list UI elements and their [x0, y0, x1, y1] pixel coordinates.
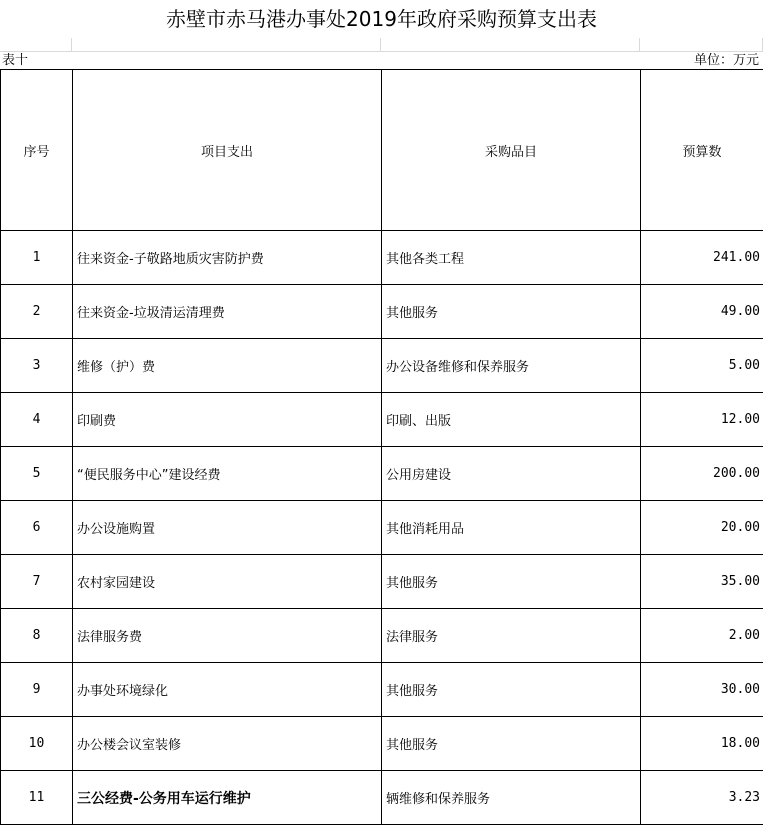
row-category: 其他消耗用品 — [382, 501, 641, 555]
table-row — [1, 663, 763, 717]
row-category: 辆维修和保养服务 — [382, 771, 641, 825]
row-budget: 35.00 — [641, 555, 763, 609]
row-item: 维修（护）费 — [73, 339, 382, 393]
row-seq: 5 — [1, 447, 73, 501]
row-budget: 20.00 — [641, 501, 763, 555]
row-item: 往来资金-子敬路地质灾害防护费 — [73, 231, 382, 285]
header-category: 采购品目 — [382, 70, 641, 231]
row-budget: 3.23 — [641, 771, 763, 825]
header-item: 项目支出 — [73, 70, 382, 231]
row-item: “便民服务中心”建设经费 — [73, 447, 382, 501]
table-label: 表十 — [2, 53, 29, 68]
row-item: 办公楼会议室装修 — [73, 717, 382, 771]
row-category: 其他服务 — [382, 555, 641, 609]
row-category: 公用房建设 — [382, 447, 641, 501]
table-row — [1, 609, 763, 663]
unit-label: 单位：万元 — [693, 53, 759, 68]
row-budget: 30.00 — [641, 663, 763, 717]
row-budget: 12.00 — [641, 393, 763, 447]
row-seq: 1 — [1, 231, 73, 285]
row-seq: 2 — [1, 285, 73, 339]
table-row — [1, 285, 763, 339]
table-row — [1, 231, 763, 285]
header-row — [1, 70, 763, 231]
row-seq: 11 — [1, 771, 73, 825]
header-seq: 序号 — [1, 70, 73, 231]
table-row — [1, 555, 763, 609]
row-category: 其他服务 — [382, 663, 641, 717]
row-budget: 49.00 — [641, 285, 763, 339]
row-seq: 8 — [1, 609, 73, 663]
budget-table — [0, 69, 763, 825]
row-budget: 200.00 — [641, 447, 763, 501]
grid-cell — [381, 38, 640, 52]
row-item: 往来资金-垃圾清运清理费 — [73, 285, 382, 339]
row-budget: 241.00 — [641, 231, 763, 285]
page-title: 赤壁市赤马港办事处2019年政府采购预算支出表 — [166, 7, 597, 31]
table-row — [1, 717, 763, 771]
row-item: 办公设施购置 — [73, 501, 382, 555]
table-row — [1, 501, 763, 555]
empty-spacer-row — [0, 38, 763, 52]
header-budget: 预算数 — [641, 70, 763, 231]
row-category: 法律服务 — [382, 609, 641, 663]
row-seq: 10 — [1, 717, 73, 771]
row-category: 印刷、出版 — [382, 393, 641, 447]
grid-cell — [72, 38, 381, 52]
row-seq: 4 — [1, 393, 73, 447]
table-row — [1, 447, 763, 501]
row-category: 其他服务 — [382, 285, 641, 339]
row-seq: 9 — [1, 663, 73, 717]
row-seq: 3 — [1, 339, 73, 393]
row-budget: 2.00 — [641, 609, 763, 663]
row-category: 其他服务 — [382, 717, 641, 771]
row-item: 法律服务费 — [73, 609, 382, 663]
row-item: 办事处环境绿化 — [73, 663, 382, 717]
row-category: 其他各类工程 — [382, 231, 641, 285]
row-item: 农村家园建设 — [73, 555, 382, 609]
table-row — [1, 393, 763, 447]
table-row — [1, 771, 763, 825]
grid-cell — [640, 38, 763, 52]
row-item: 印刷费 — [73, 393, 382, 447]
row-item: 三公经费-公务用车运行维护 — [73, 771, 382, 825]
table-row — [1, 339, 763, 393]
grid-cell — [0, 38, 72, 52]
row-category: 办公设备维修和保养服务 — [382, 339, 641, 393]
row-seq: 7 — [1, 555, 73, 609]
row-budget: 18.00 — [641, 717, 763, 771]
row-seq: 6 — [1, 501, 73, 555]
row-budget: 5.00 — [641, 339, 763, 393]
